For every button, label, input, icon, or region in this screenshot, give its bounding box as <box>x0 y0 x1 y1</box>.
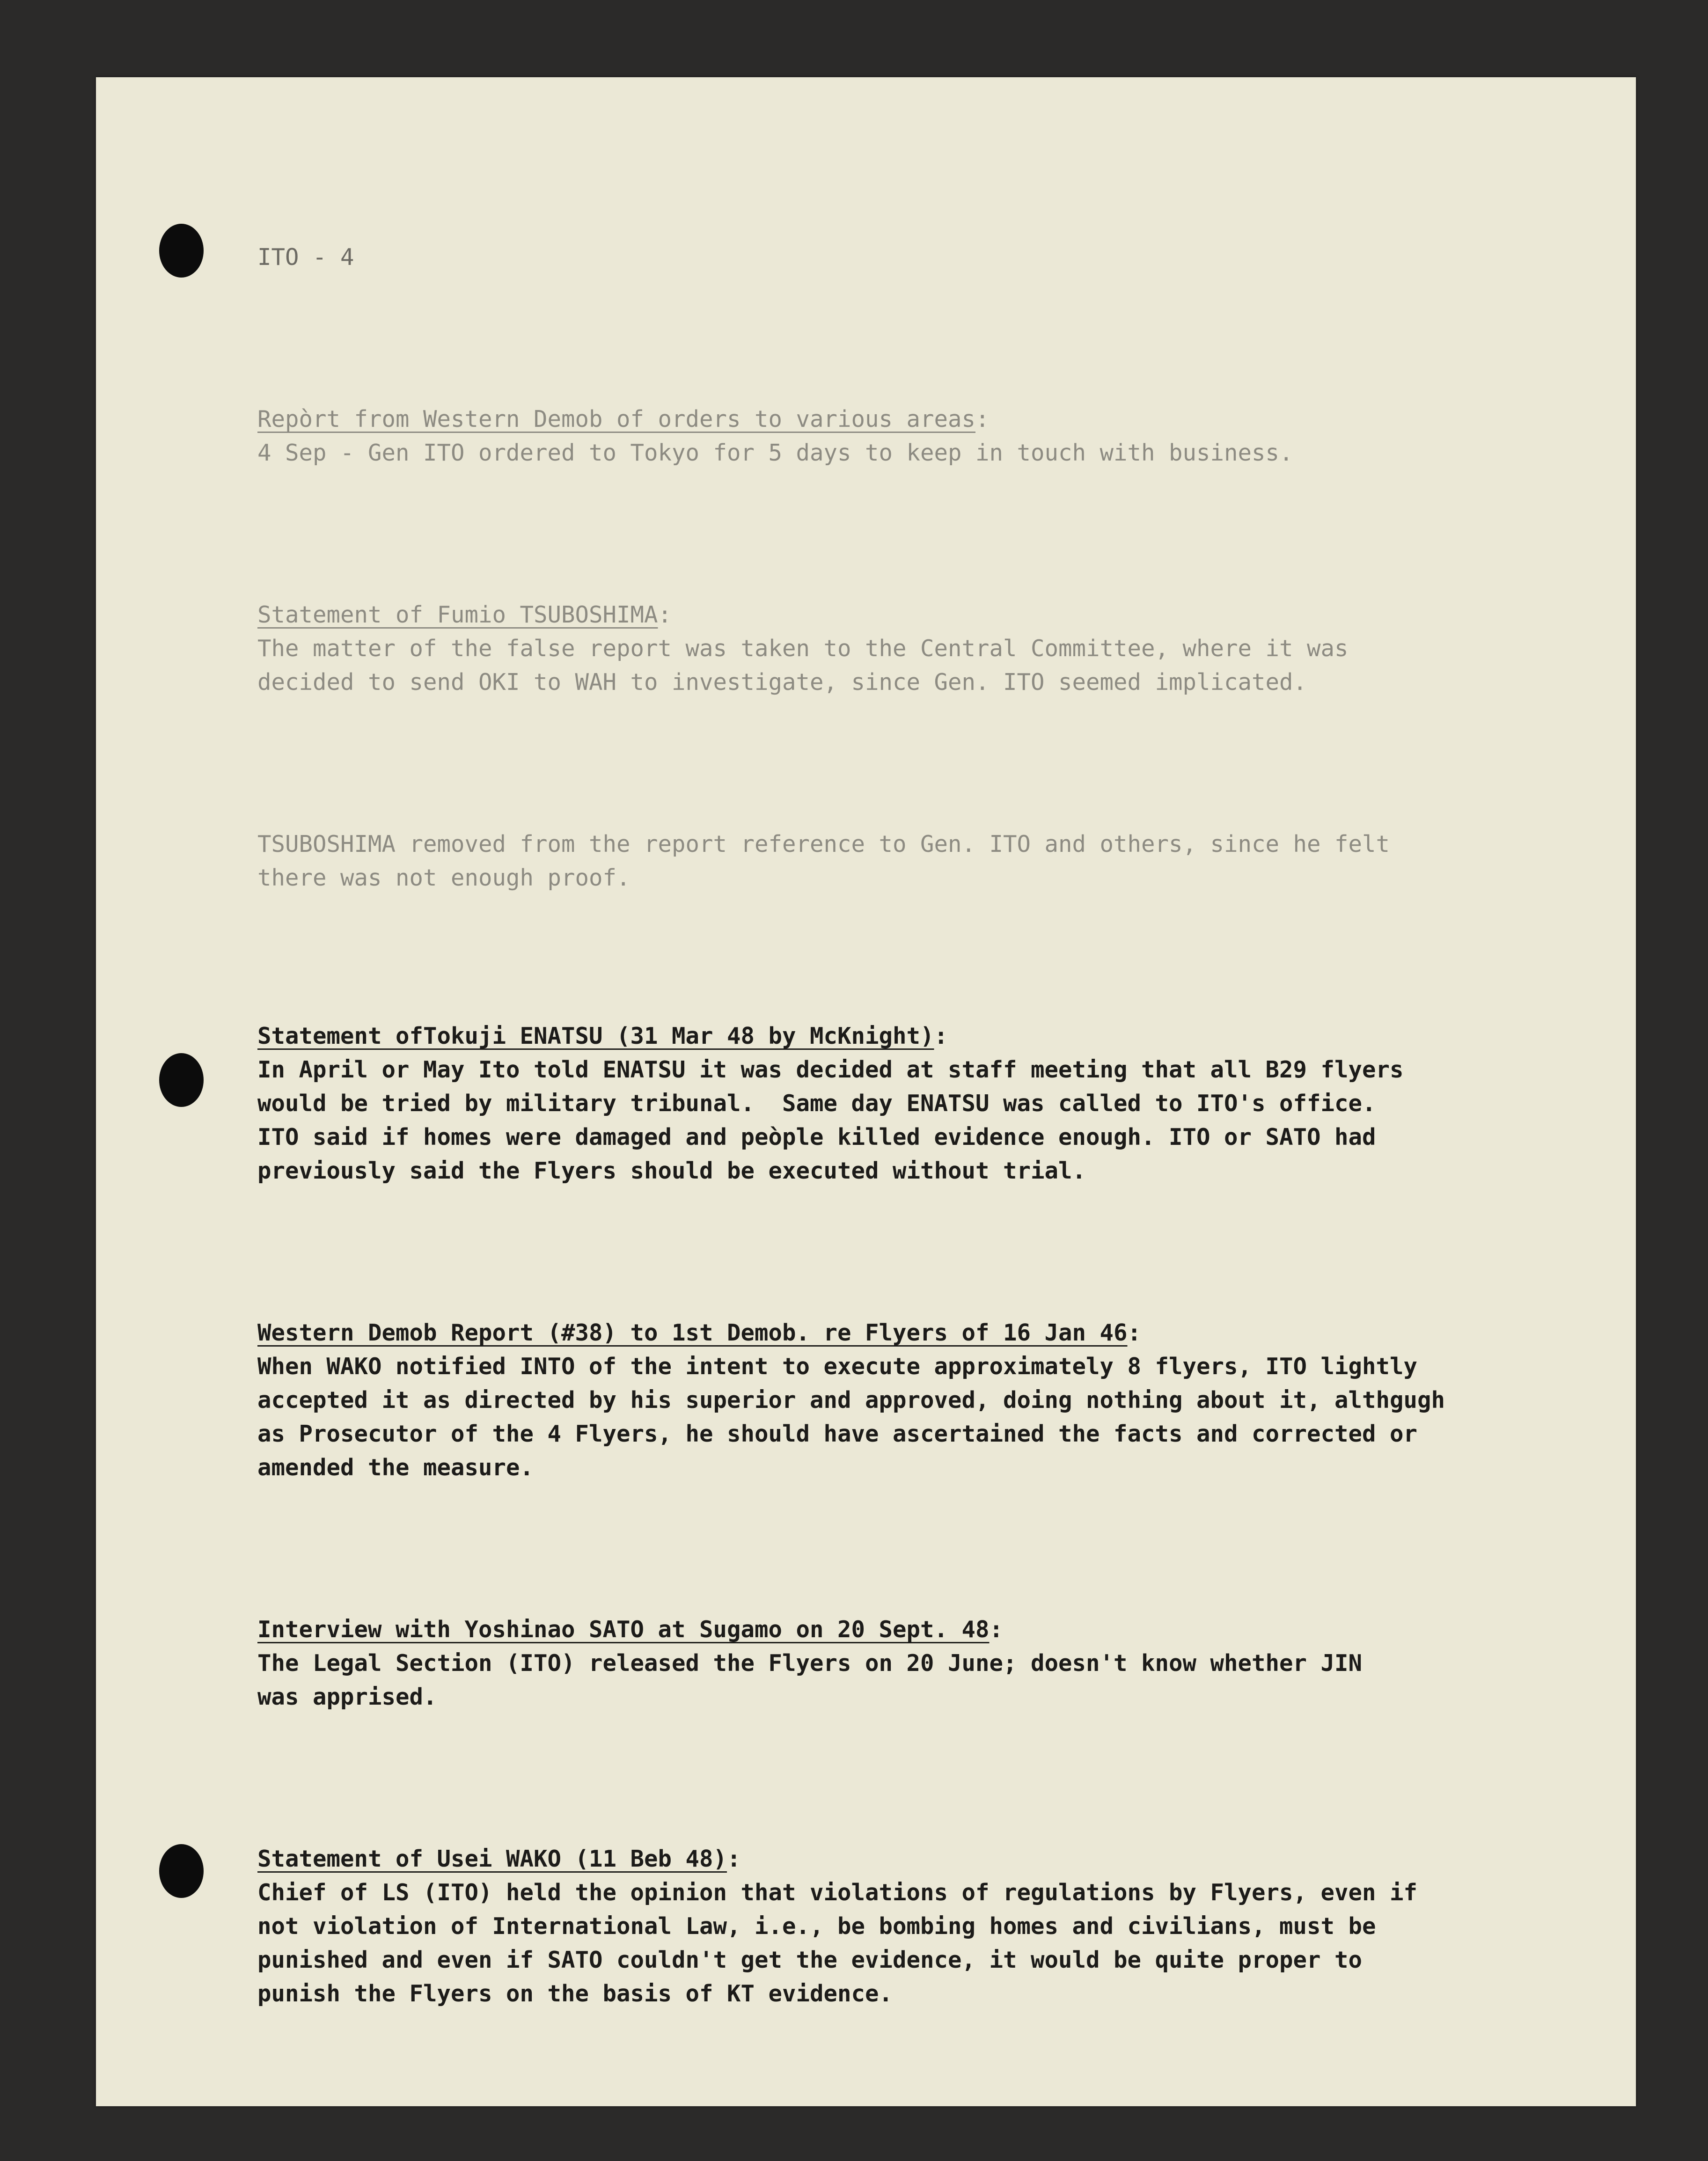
section-heading: Statement of Usei WAKO (11 Beb 48) <box>257 1846 727 1872</box>
heading-colon: : <box>658 601 672 628</box>
section-line: accepted it as directed by his superior and approved, doing nothing about it, althgugh <box>257 1387 1445 1414</box>
section-line: TSUBOSHIMA removed from the report reference to Gen. ITO and others, since he felt <box>257 831 1390 857</box>
section-line: punish the Flyers on the basis of KT evidence. <box>257 1980 893 2007</box>
section-heading: Statement ofTokuji ENATSU (31 Mar 48 by McKnight) <box>257 1023 934 1049</box>
section-line: The matter of the false report was taken to the Central Committee, where it was <box>257 635 1349 662</box>
section-heading: Interview with Yoshinao SATO at Sugamo on 20 Sept. 48 <box>257 1616 990 1643</box>
section-line: decided to send OKI to WAH to investigate, since Gen. ITO seemed implicated. <box>257 669 1307 696</box>
heading-colon: : <box>727 1846 741 1872</box>
heading-colon: : <box>1127 1319 1142 1346</box>
section-line: When WAKO notified INTO of the intent to execute approximately 8 flyers, ITO lightly <box>257 1353 1418 1380</box>
section-line: as Prosecutor of the 4 Flyers, he should have ascertained the facts and corrected or <box>257 1421 1418 1447</box>
section-enatsu-statement <box>257 1019 1638 1188</box>
section-line: Chief of LS (ITO) held the opinion that violations of regulations by Flyers, even if <box>257 1879 1418 1906</box>
section-wako-statement <box>257 1842 1638 2011</box>
section-line: The Legal Section (ITO) released the Flyers on 20 June; doesn't know whether JIN <box>257 1650 1363 1677</box>
section-line: not violation of International Law, i.e., be bombing homes and civilians, must be <box>257 1913 1376 1940</box>
section-line: previously said the Flyers should be executed without trial. <box>257 1157 1086 1184</box>
punch-hole <box>159 1053 204 1107</box>
section-western-demob-report <box>257 1316 1638 1485</box>
section-heading: Statement of Fumio TSUBOSHIMA <box>257 601 658 628</box>
punch-hole <box>159 224 204 278</box>
section-tsuboshima-note <box>257 828 1638 895</box>
section-line: amended the measure. <box>257 1454 534 1481</box>
section-line: punished and even if SATO couldn't get the evidence, it would be quite proper to <box>257 1947 1363 1973</box>
section-sato-interview <box>257 1613 1638 1714</box>
document-body <box>257 173 1638 2072</box>
section-tsuboshima-statement <box>257 598 1638 699</box>
punch-hole <box>159 1844 204 1898</box>
section-line: there was not enough proof. <box>257 864 630 891</box>
section-line: In April or May Ito told ENATSU it was decided at staff meeting that all B29 flyers <box>257 1056 1404 1083</box>
heading-colon: : <box>934 1023 948 1049</box>
page-number: ITO - 4 <box>257 244 354 271</box>
section-western-demob-orders <box>257 403 1638 470</box>
section-line: was apprised. <box>257 1684 437 1710</box>
section-heading: Western Demob Report (#38) to 1st Demob. re Flyers of 16 Jan 46 <box>257 1319 1128 1346</box>
section-line: ITO said if homes were damaged and peòple killed evidence enough. ITO or SATO had <box>257 1124 1376 1150</box>
heading-colon: : <box>989 1616 1004 1643</box>
section-heading: Repòrt from Western Demob of orders to various areas <box>257 406 976 432</box>
heading-colon: : <box>975 406 990 432</box>
section-line: 4 Sep - Gen ITO ordered to Tokyo for 5 days to keep in touch with business. <box>257 440 1293 466</box>
section-line: would be tried by military tribunal. Same day ENATSU was called to ITO's office. <box>257 1090 1376 1117</box>
